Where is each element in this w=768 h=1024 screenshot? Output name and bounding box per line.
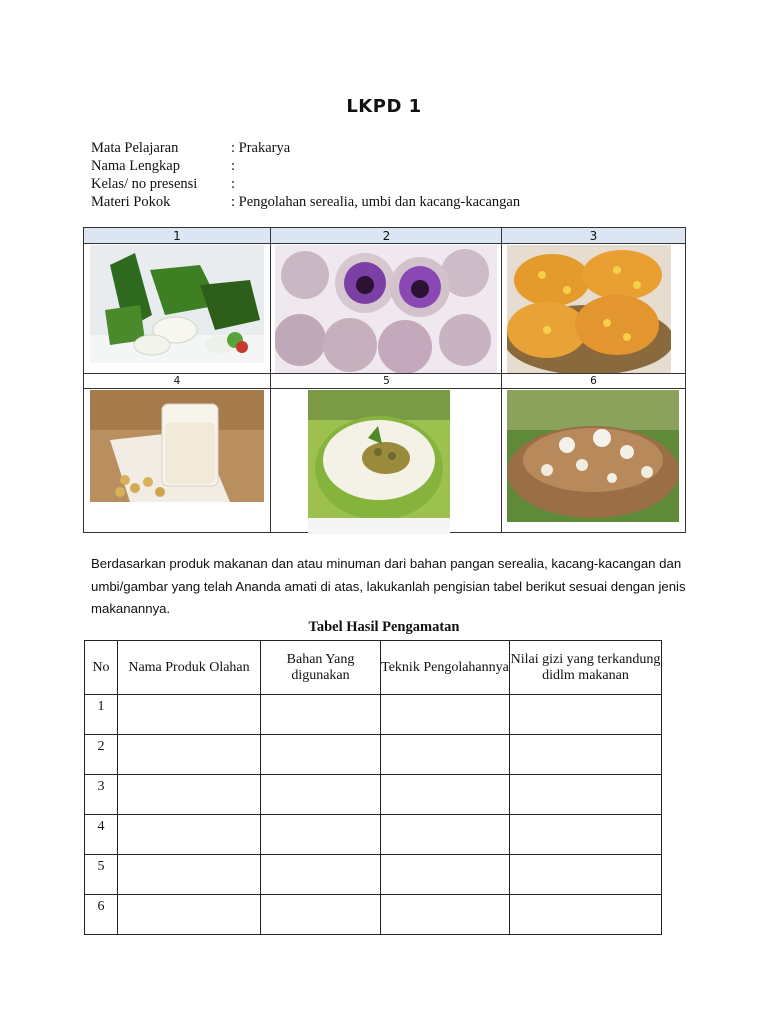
food-image-6	[507, 390, 679, 522]
row-number: 6	[85, 895, 118, 935]
grid-number-1: 1	[84, 228, 270, 244]
header-product-name: Nama Produk Olahan	[118, 641, 261, 695]
nutrition-cell[interactable]	[510, 855, 662, 895]
product-name-cell[interactable]	[118, 695, 261, 735]
row-number: 5	[85, 855, 118, 895]
table-row	[85, 855, 662, 895]
info-value: :	[231, 176, 236, 192]
ingredients-cell[interactable]	[261, 895, 381, 935]
product-name-cell[interactable]	[118, 775, 261, 815]
row-number: 3	[85, 775, 118, 815]
product-name-cell[interactable]	[118, 815, 261, 855]
nutrition-cell[interactable]	[510, 735, 662, 775]
grid-number-4: 4	[173, 375, 181, 387]
info-row-name	[91, 157, 520, 175]
table-row	[85, 895, 662, 935]
ingredients-cell[interactable]	[261, 855, 381, 895]
nutrition-cell[interactable]	[510, 775, 662, 815]
row-number: 1	[85, 695, 118, 735]
ingredients-cell[interactable]	[261, 815, 381, 855]
info-row-subject	[91, 139, 520, 157]
grid-number-5: 5	[383, 375, 390, 387]
food-image-5	[308, 390, 450, 534]
page-title: LKPD 1	[346, 96, 422, 117]
technique-cell[interactable]	[381, 815, 510, 855]
info-value: :	[231, 158, 236, 174]
product-name-cell[interactable]	[118, 855, 261, 895]
food-picture-grid	[83, 227, 686, 533]
nutrition-cell[interactable]	[510, 695, 662, 735]
table-header-row	[85, 641, 662, 695]
info-row-topic	[91, 193, 520, 211]
grid-divider	[501, 228, 502, 532]
ingredients-cell[interactable]	[261, 735, 381, 775]
table-row	[85, 815, 662, 855]
product-name-cell[interactable]	[118, 895, 261, 935]
table-title: Tabel Hasil Pengamatan	[308, 619, 460, 635]
technique-cell[interactable]	[381, 695, 510, 735]
info-row-class	[91, 175, 520, 193]
grid-number-3: 3	[502, 228, 685, 244]
header-ingredients: Bahan Yang digunakan	[261, 641, 381, 695]
info-label: Materi Pokok	[91, 194, 171, 210]
grid-divider	[270, 228, 271, 532]
student-info	[91, 139, 520, 211]
nutrition-cell[interactable]	[510, 815, 662, 855]
row-number: 4	[85, 815, 118, 855]
food-image-2	[275, 245, 497, 373]
nutrition-cell[interactable]	[510, 895, 662, 935]
technique-cell[interactable]	[381, 895, 510, 935]
table-row	[85, 775, 662, 815]
info-label: Mata Pelajaran	[91, 140, 179, 156]
observation-table	[84, 640, 662, 935]
ingredients-cell[interactable]	[261, 775, 381, 815]
product-name-cell[interactable]	[118, 735, 261, 775]
table-row	[85, 735, 662, 775]
table-row	[85, 695, 662, 735]
technique-cell[interactable]	[381, 775, 510, 815]
ingredients-cell[interactable]	[261, 695, 381, 735]
row-number: 2	[85, 735, 118, 775]
grid-number-2: 2	[271, 228, 502, 244]
food-image-4	[90, 390, 264, 502]
header-nutrition: Nilai gizi yang terkandung didlm makanan	[510, 641, 662, 695]
info-label: Kelas/ no presensi	[91, 176, 198, 192]
food-image-3	[507, 245, 671, 373]
info-value: : Prakarya	[231, 140, 291, 156]
info-label: Nama Lengkap	[91, 158, 180, 174]
grid-number-6: 6	[590, 375, 597, 387]
info-value: : Pengolahan serealia, umbi dan kacang-kacangan	[231, 194, 521, 210]
header-technique: Teknik Pengolahannya	[381, 641, 510, 695]
technique-cell[interactable]	[381, 735, 510, 775]
instruction-paragraph: Berdasarkan produk makanan dan atau minuman dari bahan pangan serealia, kacang-kacangan dan umbi/gambar yang telah Ananda amati di atas, lakukanlah pengisian tabel berikut sesuai dengan jenis makanannya.	[91, 556, 686, 616]
header-no: No	[85, 641, 118, 695]
food-image-1	[90, 245, 264, 363]
technique-cell[interactable]	[381, 855, 510, 895]
